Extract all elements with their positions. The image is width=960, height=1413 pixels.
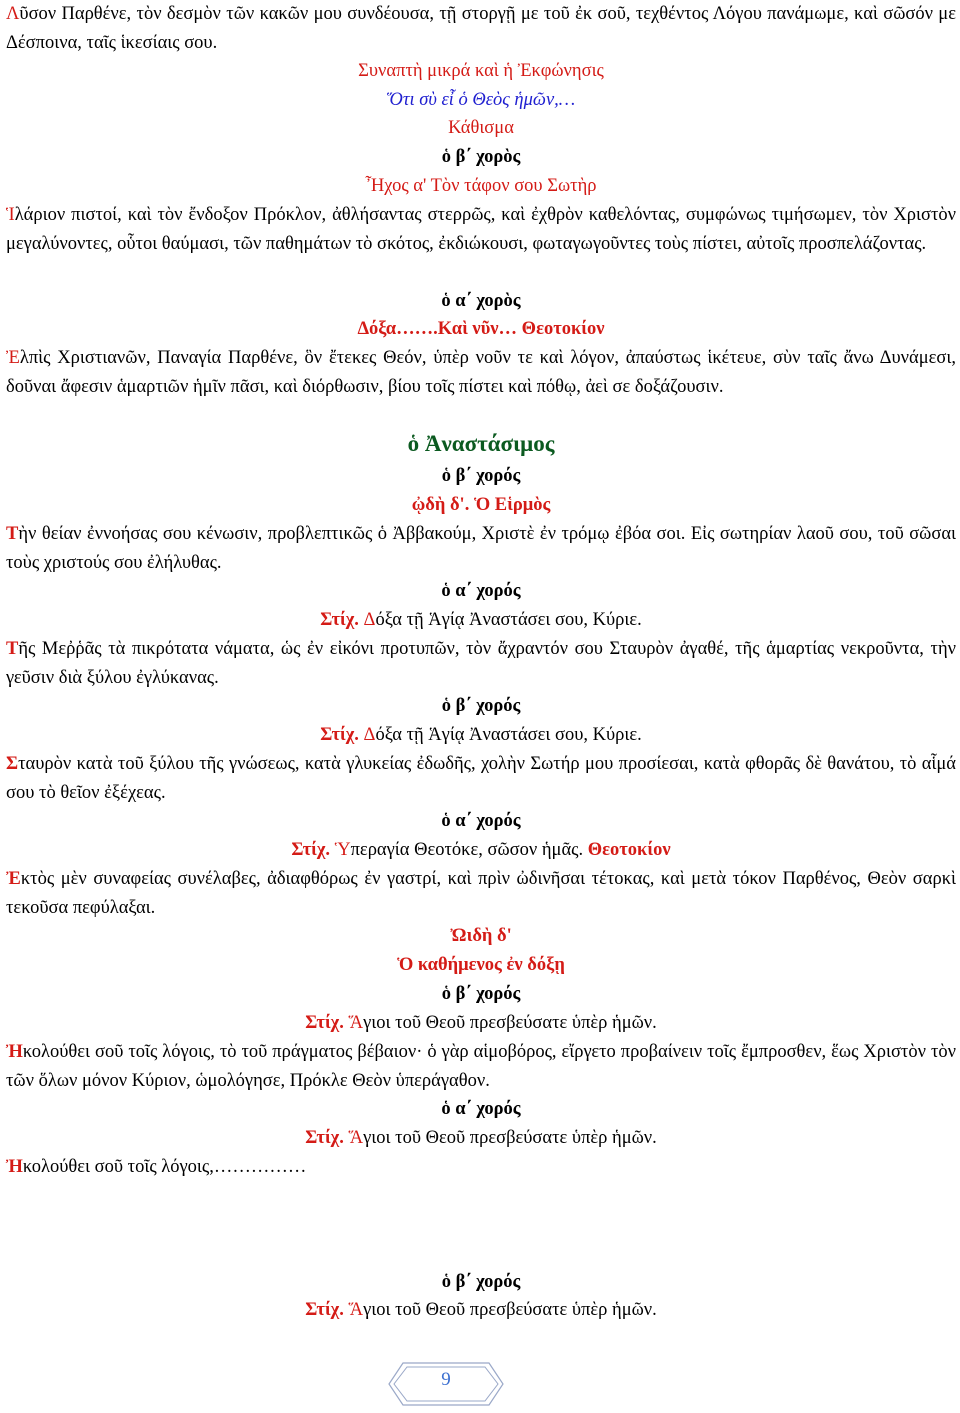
paragraph-text: λπὶς Χριστιανῶν, Παναγία Παρθένε, ὃν ἔτεκες Θεόν, ὑπὲρ νοῦν τε καὶ λόγον, ἀπαύστως ἱκέτευε, σὺν ταῖς ἄνω Δυνάμεσι, δοῦναι ἄφεσιν ἁμαρτιῶν ἡμῖν πᾶσι, καὶ διόρθωσιν, βίου τοῖς πίστει καὶ πόθῳ, ἀεὶ σε δοξάζουσιν. [6, 348, 956, 397]
stichos-2 [6, 721, 956, 750]
heading-synapte: Συναπτὴ μικρά καὶ ἡ Ἐκφώνησις [358, 61, 604, 81]
stichos-text: γιοι τοῦ Θεοῦ πρεσβεύσατε ὑπὲρ ἡμῶν. [363, 1300, 657, 1320]
stichos-3 [6, 836, 956, 865]
choir-label: ὁ β΄ χορὸς [441, 147, 521, 167]
choir-label: ὁ α΄ χορός [441, 581, 521, 601]
stichos-5 [6, 1124, 956, 1153]
stichos-label: Στίχ. [320, 610, 364, 630]
paragraph-text: ὴν θείαν ἐννοήσας σου κένωσιν, προβλεπτικῶς ὁ Ἀββακούμ, Χριστὲ ἐν τρόμῳ ἐβόα σοι. Εἰς σωτηρίαν λαοῦ σου, τοῦ σῶσαι τοὺς χριστούς σου ἐλήλυθας. [6, 524, 956, 573]
stichos-label: Στίχ. [320, 725, 364, 745]
heading-doxa-theotokion: Δόξα…….Καὶ νῦν… Θεοτοκίον [357, 319, 605, 339]
theotokion-label: Θεοτοκίον [587, 840, 671, 860]
paragraph-6 [6, 750, 956, 808]
choir-label: ὁ β΄ χορός [441, 1272, 521, 1292]
stichos-text: όξα τῇ Ἁγίᾳ Ἀναστάσει σου, Κύριε. [375, 725, 642, 745]
stichos-6 [6, 1296, 956, 1325]
initial-letter: Ἱ [6, 205, 15, 225]
initial-letter: Ἠ [6, 1157, 23, 1177]
stichos-label: Στίχ. [305, 1128, 349, 1148]
initial-letter: Ἐ [6, 869, 21, 889]
initial-letter: Ἅ [348, 1128, 364, 1148]
stichos-text: γιοι τοῦ Θεοῦ πρεσβεύσατε ὑπὲρ ἡμῶν. [363, 1013, 657, 1033]
heading-kathemenos: Ὁ καθήμενος ἐν δόξῃ [397, 955, 565, 975]
paragraph-text: ῦσον Παρθένε, τὸν δεσμὸν τῶν κακῶν μου συνδέουσα, τῇ στοργῇ με τοῦ ἐκ σοῦ, τεχθέντος Λόγου πανάμωμε, καὶ σῶσόν με Δέσποινα, ταῖς ἱκεσίαις σου. [6, 4, 956, 53]
paragraph-4 [6, 520, 956, 578]
choir-label: ὁ β΄ χορός [441, 696, 521, 716]
paragraph-1 [6, 0, 956, 58]
stichos-4 [6, 1009, 956, 1038]
paragraph-3 [6, 344, 956, 402]
initial-letter: Ὑ [334, 840, 351, 860]
stichos-text: όξα τῇ Ἁγίᾳ Ἀναστάσει σου, Κύριε. [375, 610, 642, 630]
initial-letter: Δ [363, 610, 376, 630]
initial-letter: Δ [363, 725, 376, 745]
heading-ode-heirmos: ᾠδὴ δ'. Ὁ Εἱρμὸς [411, 495, 551, 515]
choir-label: ὁ α΄ χορός [441, 1099, 521, 1119]
paragraph-7 [6, 865, 956, 923]
initial-letter: Τ [6, 639, 19, 659]
stichos-text: γιοι τοῦ Θεοῦ πρεσβεύσατε ὑπὲρ ἡμῶν. [363, 1128, 657, 1148]
paragraph-8 [6, 1038, 956, 1096]
heading-ekphonesis: Ὅτι σὺ εἶ ὁ Θεὸς ἡμῶν,… [386, 90, 576, 110]
paragraph-5 [6, 635, 956, 693]
choir-label: ὁ α΄ χορός [441, 811, 521, 831]
page-number-box [381, 1355, 511, 1413]
initial-letter: Ἠ [6, 1042, 23, 1062]
heading-anastasimos: ὁ Ἀναστάσιμος [407, 431, 555, 456]
heading-kathisma: Κάθισμα [448, 118, 514, 138]
paragraph-text: ταυρὸν κατὰ τοῦ ξύλου τῆς γνώσεως, κατὰ γλυκείας ἐδωδῆς, χολὴν Σωτήρ μου προσίεσαι, κατὰ φθορᾶς δὲ θανάτου, τὸ αἷμά σου τὸ θεῖον ἐξέχεας. [6, 754, 956, 803]
heading-ode-4: Ὠιδὴ δ' [450, 926, 512, 946]
stichos-label: Στίχ. [305, 1300, 349, 1320]
paragraph-text: λάριον πιστοί, καὶ τὸν ἔνδοξον Πρόκλον, ἀθλήσαντας στερρῶς, καὶ ἐχθρὸν καθελόντας, συμφώνως τιμήσωμεν, τὸν Χριστὸν μεγαλύνοντες, οὗτοι θαύμασι, τῶν παθημάτων τὸ σκότος, ἐκδιώκουσι, φωταγωγοῦντες τοὺς πίστει, αὐτοῖς προσπελάζοντας. [6, 205, 956, 254]
paragraph-2 [6, 201, 956, 259]
paragraph-text: κτὸς μὲν συναφείας συνέλαβες, ἀδιαφθόρως ἐν γαστρί, καὶ πρὶν ὠδινῆσαι τέτοκας, καὶ μετὰ τόκον Παρθένος, Θεὸν σαρκὶ τεκοῦσα πεφύλαξαι. [6, 869, 956, 918]
paragraph-text: ῆς Μεῤῥᾶς τὰ πικρότατα νάματα, ὡς ἐν εἰκόνι προτυπῶν, τὸν ἄχραντόν σου Σταυρὸν ἀγαθέ, τῆς ἁμαρτίας νεκροῦντα, τὴν γεῦσιν διὰ ξύλου ἐγλύκανας. [6, 639, 956, 688]
initial-letter: Σ [6, 754, 19, 774]
stichos-text: περαγία Θεοτόκε, σῶσον ἡμᾶς. [350, 840, 588, 860]
paragraph-text: κολούθει σοῦ τοῖς λόγοις, τὸ τοῦ πράγματος βέβαιον· ὁ γὰρ αἱμοβόρος, εἴργετο προβαίνειν τοῖς ἔμπροσθεν, ἕως Χριστὸν τὸν τῶν ὅλων μόνον Κύριον, ὡμολόγησε, Πρόκλε Θεὸν ὑπεράγαθον. [6, 1042, 956, 1091]
choir-label: ὁ α΄ χορὸς [441, 291, 521, 311]
page-number: 9 [441, 1369, 451, 1390]
initial-letter: Τ [6, 524, 19, 544]
stichos-label: Στίχ. [305, 1013, 349, 1033]
heading-echos: Ἦχος α' Τὸν τάφον σου Σωτὴρ [365, 176, 597, 196]
paragraph-9 [6, 1153, 956, 1182]
initial-letter: Λ [6, 4, 20, 24]
stichos-1 [6, 606, 956, 635]
stichos-label: Στίχ. [291, 840, 335, 860]
choir-label: ὁ β΄ χορός [441, 466, 521, 486]
paragraph-text: κολούθει σοῦ τοῖς λόγοις,…………… [22, 1157, 307, 1177]
initial-letter: Ἅ [348, 1013, 364, 1033]
choir-label: ὁ β΄ χορός [441, 984, 521, 1004]
initial-letter: Ἐ [6, 348, 20, 368]
initial-letter: Ἅ [348, 1300, 364, 1320]
